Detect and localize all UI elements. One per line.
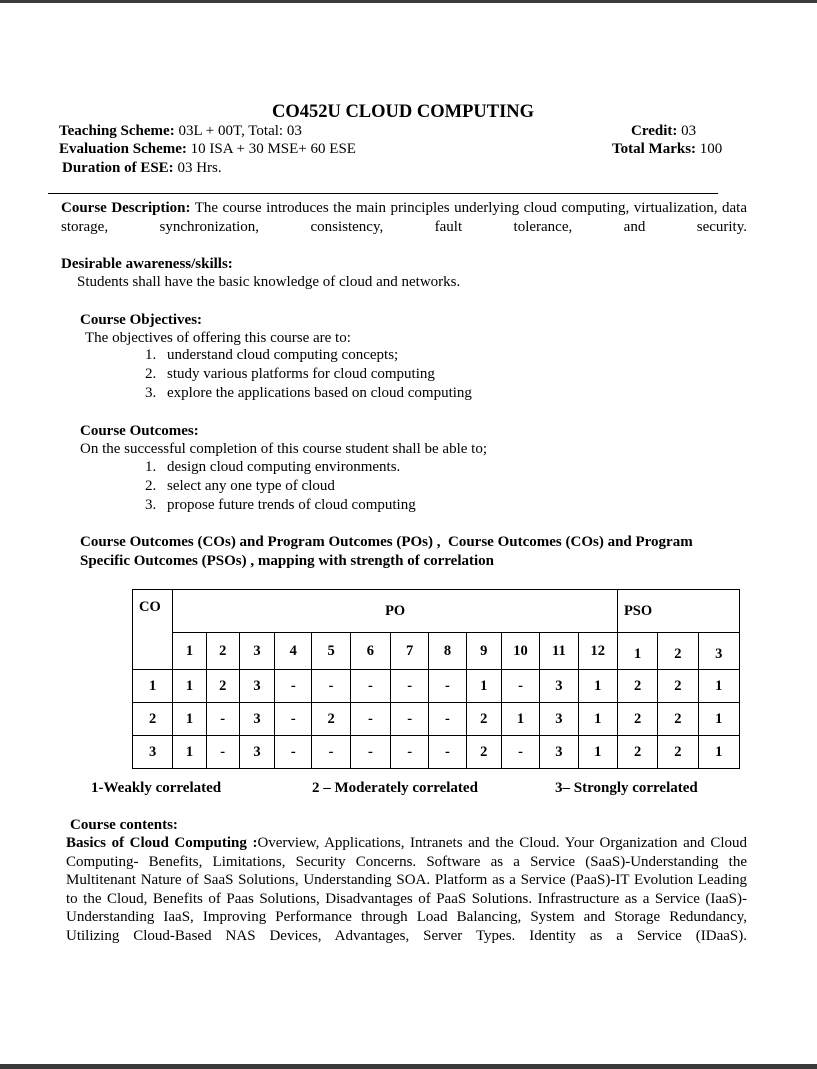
po-number: 1 xyxy=(173,633,206,670)
po-number: 4 xyxy=(275,633,312,670)
duration-ese xyxy=(62,159,222,177)
po-cell: - xyxy=(501,670,539,703)
objectives-heading-text: Course Objectives: xyxy=(80,312,203,328)
po-cell: 1 xyxy=(173,670,206,703)
table-row xyxy=(133,670,740,703)
objectives-intro: The objectives of offering this course are to: xyxy=(85,330,351,346)
po-number: 8 xyxy=(429,633,466,670)
po-cell: - xyxy=(275,703,312,736)
list-item xyxy=(145,458,416,477)
contents-heading xyxy=(70,816,178,834)
objectives-list xyxy=(145,346,472,402)
po-cell: 3 xyxy=(540,703,578,736)
po-number: 3 xyxy=(239,633,274,670)
list-item-text: understand cloud computing concepts; xyxy=(167,347,399,363)
po-cell: - xyxy=(206,703,239,736)
list-item-text: study various platforms for cloud computing xyxy=(167,365,435,382)
list-item-number: 1. xyxy=(145,459,157,475)
co-cell: 3 xyxy=(133,736,173,769)
po-number: 2 xyxy=(206,633,239,670)
pso-number: 3 xyxy=(698,633,739,670)
co-cell: 1 xyxy=(133,670,173,703)
po-cell: 2 xyxy=(466,703,501,736)
outcomes-heading xyxy=(80,422,199,440)
pso-cell: 1 xyxy=(698,670,739,703)
po-number: 12 xyxy=(578,633,617,670)
teaching-scheme-label: Teaching Scheme: xyxy=(59,123,175,139)
list-item-text: explore the applications based on cloud computing xyxy=(167,384,472,401)
po-cell: - xyxy=(275,670,312,703)
list-item-number: 2. xyxy=(145,477,157,494)
objectives-heading xyxy=(80,311,202,329)
list-item xyxy=(145,346,472,365)
po-number: 5 xyxy=(312,633,350,670)
outcomes-heading-text: Course Outcomes: xyxy=(80,423,199,439)
legend-weak: 1-Weakly correlated xyxy=(91,780,222,796)
list-item-text: propose future trends of cloud computing xyxy=(167,496,416,513)
credit xyxy=(631,122,696,140)
evaluation-scheme xyxy=(59,140,356,158)
course-description-text: The course introduces the main principles underlying cloud computing, virtualization, data storage, synchronization, consistency, fault tolerance, and security. xyxy=(61,200,748,235)
course-description xyxy=(61,199,747,255)
list-item-number: 1. xyxy=(145,347,157,363)
pso-cell: 2 xyxy=(617,670,657,703)
pso-header: PSO xyxy=(617,590,739,633)
po-cell: - xyxy=(501,736,539,769)
po-cell: 3 xyxy=(239,703,274,736)
pso-cell: 2 xyxy=(617,703,657,736)
pso-number: 2 xyxy=(658,633,698,670)
header-divider xyxy=(48,193,718,194)
duration-ese-value: 03 Hrs. xyxy=(177,160,222,176)
desirable-heading-text: Desirable awareness/skills: xyxy=(61,256,233,272)
po-number: 11 xyxy=(540,633,578,670)
po-cell: - xyxy=(350,736,390,769)
po-cell: 1 xyxy=(501,703,539,736)
list-item-number: 2. xyxy=(145,365,157,382)
list-item xyxy=(145,496,416,515)
po-cell: - xyxy=(350,670,390,703)
po-cell: 1 xyxy=(578,736,617,769)
po-cell: 2 xyxy=(466,736,501,769)
co-po-pso-mapping-table xyxy=(132,589,740,769)
table-number-row xyxy=(133,633,740,670)
table-body xyxy=(133,670,740,769)
po-cell: 3 xyxy=(239,736,274,769)
po-number: 6 xyxy=(350,633,390,670)
duration-ese-label: Duration of ESE: xyxy=(62,160,174,176)
po-cell: - xyxy=(312,670,350,703)
po-cell: 1 xyxy=(173,703,206,736)
po-cell: - xyxy=(350,703,390,736)
po-cell: - xyxy=(391,703,429,736)
teaching-scheme-value: 03L + 00T, Total: 03 xyxy=(178,123,302,139)
total-marks xyxy=(612,140,722,158)
po-cell: 1 xyxy=(466,670,501,703)
contents-heading-text: Course contents: xyxy=(70,817,178,833)
po-cell: - xyxy=(206,736,239,769)
po-cell: 2 xyxy=(206,670,239,703)
pso-cell: 2 xyxy=(658,703,698,736)
pso-number: 1 xyxy=(617,633,657,670)
legend-strong: 3– Strongly correlated xyxy=(555,780,698,796)
list-item-number: 3. xyxy=(145,384,157,401)
mapping-heading-line2: Specific Outcomes (PSOs) , mapping with strength of correlation xyxy=(80,553,495,569)
outcomes-list xyxy=(145,458,416,514)
table-row xyxy=(133,703,740,736)
mapping-heading-line1: Course Outcomes (COs) and Program Outcomes (POs) , Course Outcomes (COs) and Program xyxy=(80,534,693,550)
evaluation-scheme-value: 10 ISA + 30 MSE+ 60 ESE xyxy=(190,141,356,157)
pso-cell: 2 xyxy=(658,670,698,703)
list-item-number: 3. xyxy=(145,496,157,513)
po-header: PO xyxy=(173,590,618,633)
list-item-text: select any one type of cloud xyxy=(167,477,335,494)
po-cell: - xyxy=(391,670,429,703)
page-bottom-border xyxy=(0,1064,817,1069)
co-header: CO xyxy=(133,590,173,670)
po-cell: - xyxy=(391,736,429,769)
list-item xyxy=(145,477,416,496)
table-header-row xyxy=(133,590,740,633)
pso-cell: 1 xyxy=(698,736,739,769)
total-marks-label: Total Marks: xyxy=(612,141,697,157)
po-cell: - xyxy=(312,736,350,769)
po-cell: 3 xyxy=(540,670,578,703)
desirable-text: Students shall have the basic knowledge of cloud and networks. xyxy=(77,274,461,290)
legend-moderate: 2 – Moderately correlated xyxy=(312,780,478,796)
unit-title: Basics of Cloud Computing : xyxy=(66,835,258,851)
po-number: 10 xyxy=(501,633,539,670)
page-top-border xyxy=(0,0,817,3)
po-cell: - xyxy=(429,703,466,736)
list-item xyxy=(145,365,472,384)
credit-label: Credit: xyxy=(631,123,678,139)
list-item-text: design cloud computing environments. xyxy=(167,459,401,475)
evaluation-scheme-label: Evaluation Scheme: xyxy=(59,141,187,157)
credit-value: 03 xyxy=(681,123,697,139)
po-number: 9 xyxy=(466,633,501,670)
contents-unit xyxy=(66,834,747,964)
po-cell: - xyxy=(429,670,466,703)
total-marks-value: 100 xyxy=(699,141,723,157)
pso-cell: 2 xyxy=(658,736,698,769)
list-item xyxy=(145,384,472,403)
course-description-label: Course Description: xyxy=(61,200,191,216)
teaching-scheme xyxy=(59,122,302,140)
unit-text: Overview, Applications, Intranets and the Cloud. Your Organization and Cloud Computing- Benefits, Limitations, Security Concerns. Software as a Service (SaaS)-Understanding the Multitenant Nature of SaaS Solutions, Understanding SOA. Platform as a Service (PaaS)-IT Evolution Leading to the Cloud, Benefits of Paas Solutions, Disadvantages of PaaS Solutions. Infrastructure as a Service (IaaS)-Understanding IaaS, Improving Performance through Load Balancing, System and Storage Redundancy, Utilizing Cloud-Based NAS Devices, Advantages, Server Types. Identity as a Service (IDaaS). xyxy=(66,835,747,944)
po-cell: 3 xyxy=(239,670,274,703)
po-cell: 1 xyxy=(173,736,206,769)
table-row xyxy=(133,736,740,769)
desirable-heading xyxy=(61,255,233,273)
co-cell: 2 xyxy=(133,703,173,736)
po-cell: 3 xyxy=(540,736,578,769)
po-cell: 1 xyxy=(578,703,617,736)
po-cell: - xyxy=(429,736,466,769)
po-cell: - xyxy=(275,736,312,769)
po-cell: 1 xyxy=(578,670,617,703)
outcomes-intro: On the successful completion of this course student shall be able to; xyxy=(80,441,487,457)
pso-cell: 1 xyxy=(698,703,739,736)
po-cell: 2 xyxy=(312,703,350,736)
po-number: 7 xyxy=(391,633,429,670)
pso-cell: 2 xyxy=(617,736,657,769)
course-title: CO452U CLOUD COMPUTING xyxy=(271,102,535,122)
